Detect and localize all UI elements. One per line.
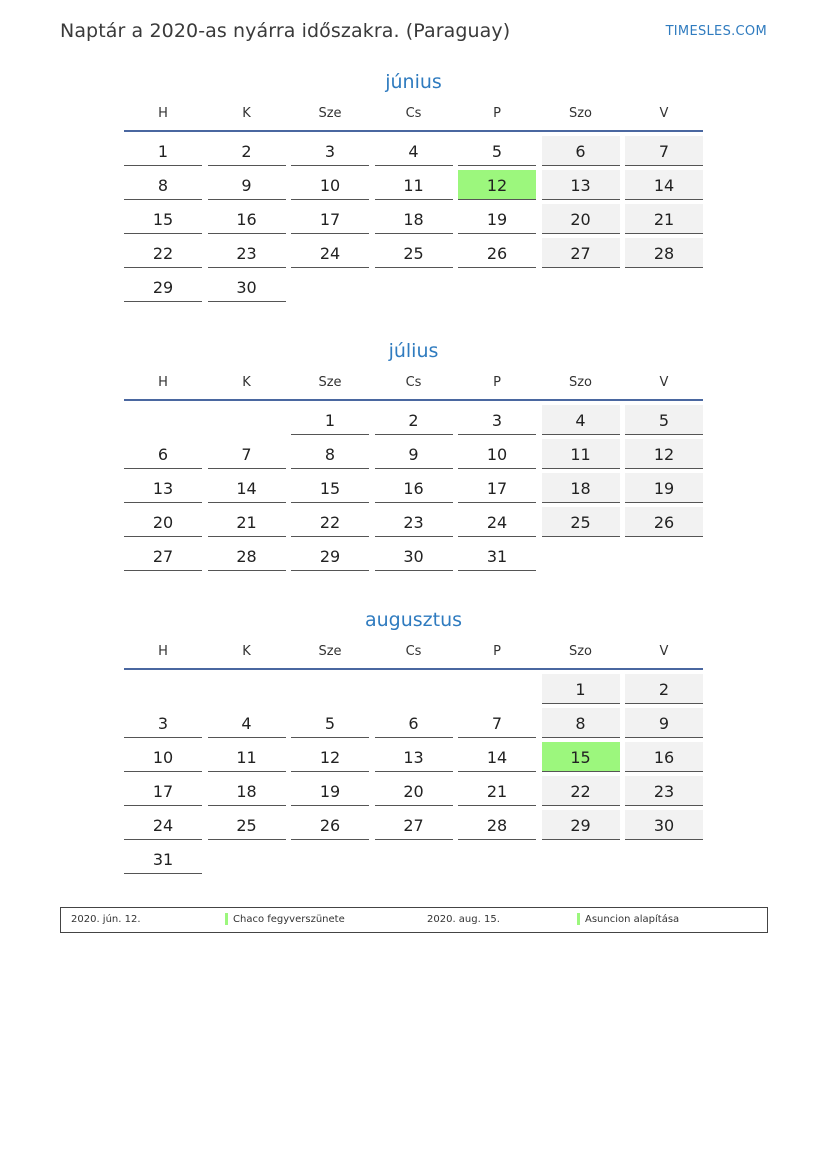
day-cell: 9 — [625, 708, 703, 738]
day-cell: 30 — [625, 810, 703, 840]
day-cell: 3 — [124, 708, 202, 738]
week-row — [124, 776, 703, 806]
empty-day-cell — [458, 272, 536, 302]
day-cell: 10 — [458, 439, 536, 469]
empty-day-cell — [208, 674, 286, 704]
day-cell: 21 — [208, 507, 286, 537]
empty-day-cell — [124, 674, 202, 704]
week-row — [124, 541, 703, 571]
legend-holiday-name: Asuncion alapítása — [585, 914, 680, 925]
weekday-header — [124, 644, 703, 670]
month-grid — [124, 405, 703, 571]
day-cell: 13 — [124, 473, 202, 503]
weekday-header — [124, 106, 703, 132]
empty-day-cell — [542, 272, 620, 302]
empty-day-cell — [375, 674, 453, 704]
month-grid — [124, 674, 703, 874]
day-cell: 4 — [375, 136, 453, 166]
day-cell: 21 — [458, 776, 536, 806]
holiday-legend — [60, 907, 768, 933]
legend-date: 2020. jún. 12. — [71, 914, 141, 925]
weekday-label: P — [493, 644, 501, 659]
day-cell: 23 — [625, 776, 703, 806]
day-cell: 28 — [458, 810, 536, 840]
day-cell: 20 — [124, 507, 202, 537]
weekday-label: K — [242, 106, 251, 121]
day-cell: 8 — [291, 439, 369, 469]
day-cell: 16 — [375, 473, 453, 503]
empty-day-cell — [375, 272, 453, 302]
week-row — [124, 405, 703, 435]
weekday-header — [124, 375, 703, 401]
holiday-day-cell: 12 — [458, 170, 536, 200]
day-cell: 19 — [291, 776, 369, 806]
week-row — [124, 136, 703, 166]
day-cell: 15 — [291, 473, 369, 503]
day-cell: 16 — [625, 742, 703, 772]
empty-day-cell — [124, 405, 202, 435]
day-cell: 3 — [458, 405, 536, 435]
month-july — [124, 337, 703, 571]
day-cell: 11 — [375, 170, 453, 200]
day-cell: 17 — [291, 204, 369, 234]
empty-day-cell — [625, 272, 703, 302]
day-cell: 2 — [375, 405, 453, 435]
empty-day-cell — [208, 405, 286, 435]
day-cell: 23 — [375, 507, 453, 537]
weekday-label: K — [242, 375, 251, 390]
day-cell: 10 — [291, 170, 369, 200]
week-row — [124, 272, 703, 302]
day-cell: 18 — [375, 204, 453, 234]
day-cell: 14 — [458, 742, 536, 772]
day-cell: 28 — [208, 541, 286, 571]
day-cell: 13 — [375, 742, 453, 772]
day-cell: 18 — [208, 776, 286, 806]
day-cell: 4 — [208, 708, 286, 738]
day-cell: 2 — [208, 136, 286, 166]
month-june — [124, 68, 703, 302]
day-cell: 14 — [208, 473, 286, 503]
weekday-label: Sze — [318, 644, 342, 659]
day-cell: 5 — [458, 136, 536, 166]
weekday-label: V — [659, 644, 669, 659]
empty-day-cell — [291, 674, 369, 704]
day-cell: 9 — [375, 439, 453, 469]
day-cell: 23 — [208, 238, 286, 268]
month-title: augusztus — [364, 609, 463, 631]
week-row — [124, 674, 703, 704]
week-row — [124, 439, 703, 469]
page-title: Naptár a 2020-as nyárra időszakra. (Paraguay) — [60, 20, 511, 42]
day-cell: 26 — [625, 507, 703, 537]
day-cell: 21 — [625, 204, 703, 234]
weekday-label: Szo — [568, 106, 593, 121]
weekday-label: V — [659, 106, 669, 121]
day-cell: 7 — [208, 439, 286, 469]
day-cell: 7 — [625, 136, 703, 166]
day-cell: 27 — [375, 810, 453, 840]
day-cell: 17 — [458, 473, 536, 503]
empty-day-cell — [542, 541, 620, 571]
weekday-label: Sze — [318, 106, 342, 121]
empty-day-cell — [208, 844, 286, 874]
day-cell: 13 — [542, 170, 620, 200]
empty-day-cell — [542, 844, 620, 874]
day-cell: 8 — [124, 170, 202, 200]
day-cell: 27 — [124, 541, 202, 571]
week-row — [124, 170, 703, 200]
holiday-color-marker — [577, 913, 580, 925]
day-cell: 15 — [124, 204, 202, 234]
empty-day-cell — [291, 272, 369, 302]
day-cell: 22 — [291, 507, 369, 537]
empty-day-cell — [375, 844, 453, 874]
day-cell: 27 — [542, 238, 620, 268]
day-cell: 24 — [124, 810, 202, 840]
week-row — [124, 742, 703, 772]
weekday-label: K — [242, 644, 251, 659]
weekday-label: Sze — [318, 375, 342, 390]
week-row — [124, 810, 703, 840]
day-cell: 8 — [542, 708, 620, 738]
day-cell: 19 — [625, 473, 703, 503]
day-cell: 12 — [625, 439, 703, 469]
day-cell: 16 — [208, 204, 286, 234]
weekday-label: Cs — [405, 375, 422, 390]
day-cell: 29 — [124, 272, 202, 302]
brand-link[interactable]: TIMESLES.COM — [665, 24, 767, 39]
day-cell: 30 — [375, 541, 453, 571]
day-cell: 31 — [458, 541, 536, 571]
day-cell: 4 — [542, 405, 620, 435]
day-cell: 9 — [208, 170, 286, 200]
day-cell: 19 — [458, 204, 536, 234]
day-cell: 30 — [208, 272, 286, 302]
day-cell: 26 — [291, 810, 369, 840]
day-cell: 18 — [542, 473, 620, 503]
day-cell: 28 — [625, 238, 703, 268]
week-row — [124, 844, 703, 874]
day-cell: 6 — [375, 708, 453, 738]
day-cell: 5 — [291, 708, 369, 738]
empty-day-cell — [458, 674, 536, 704]
weekday-label: H — [158, 375, 168, 390]
day-cell: 1 — [291, 405, 369, 435]
day-cell: 11 — [542, 439, 620, 469]
empty-day-cell — [625, 844, 703, 874]
day-cell: 3 — [291, 136, 369, 166]
day-cell: 6 — [124, 439, 202, 469]
week-row — [124, 708, 703, 738]
month-title: június — [385, 71, 442, 93]
legend-date: 2020. aug. 15. — [427, 914, 500, 925]
week-row — [124, 507, 703, 537]
weekday-label: Szo — [568, 375, 593, 390]
weekday-label: Cs — [405, 644, 422, 659]
week-row — [124, 473, 703, 503]
empty-day-cell — [291, 844, 369, 874]
day-cell: 24 — [458, 507, 536, 537]
day-cell: 25 — [375, 238, 453, 268]
day-cell: 2 — [625, 674, 703, 704]
day-cell: 26 — [458, 238, 536, 268]
day-cell: 20 — [375, 776, 453, 806]
day-cell: 22 — [124, 238, 202, 268]
day-cell: 31 — [124, 844, 202, 874]
day-cell: 29 — [542, 810, 620, 840]
day-cell: 1 — [542, 674, 620, 704]
day-cell: 29 — [291, 541, 369, 571]
day-cell: 5 — [625, 405, 703, 435]
day-cell: 24 — [291, 238, 369, 268]
weekday-label: Szo — [568, 644, 593, 659]
day-cell: 7 — [458, 708, 536, 738]
day-cell: 6 — [542, 136, 620, 166]
day-cell: 1 — [124, 136, 202, 166]
weekday-label: Cs — [405, 106, 422, 121]
day-cell: 25 — [542, 507, 620, 537]
month-grid — [124, 136, 703, 302]
day-cell: 17 — [124, 776, 202, 806]
legend-holiday-name: Chaco fegyverszünete — [233, 914, 345, 925]
day-cell: 14 — [625, 170, 703, 200]
day-cell: 10 — [124, 742, 202, 772]
day-cell: 22 — [542, 776, 620, 806]
week-row — [124, 204, 703, 234]
holiday-day-cell: 15 — [542, 742, 620, 772]
empty-day-cell — [625, 541, 703, 571]
month-august — [124, 606, 703, 874]
day-cell: 11 — [208, 742, 286, 772]
weekday-label: P — [493, 375, 501, 390]
weekday-label: P — [493, 106, 501, 121]
holiday-color-marker — [225, 913, 228, 925]
weekday-label: H — [158, 106, 168, 121]
weekday-label: H — [158, 644, 168, 659]
weekday-label: V — [659, 375, 669, 390]
empty-day-cell — [458, 844, 536, 874]
day-cell: 25 — [208, 810, 286, 840]
month-title: július — [388, 340, 439, 362]
week-row — [124, 238, 703, 268]
day-cell: 20 — [542, 204, 620, 234]
day-cell: 12 — [291, 742, 369, 772]
